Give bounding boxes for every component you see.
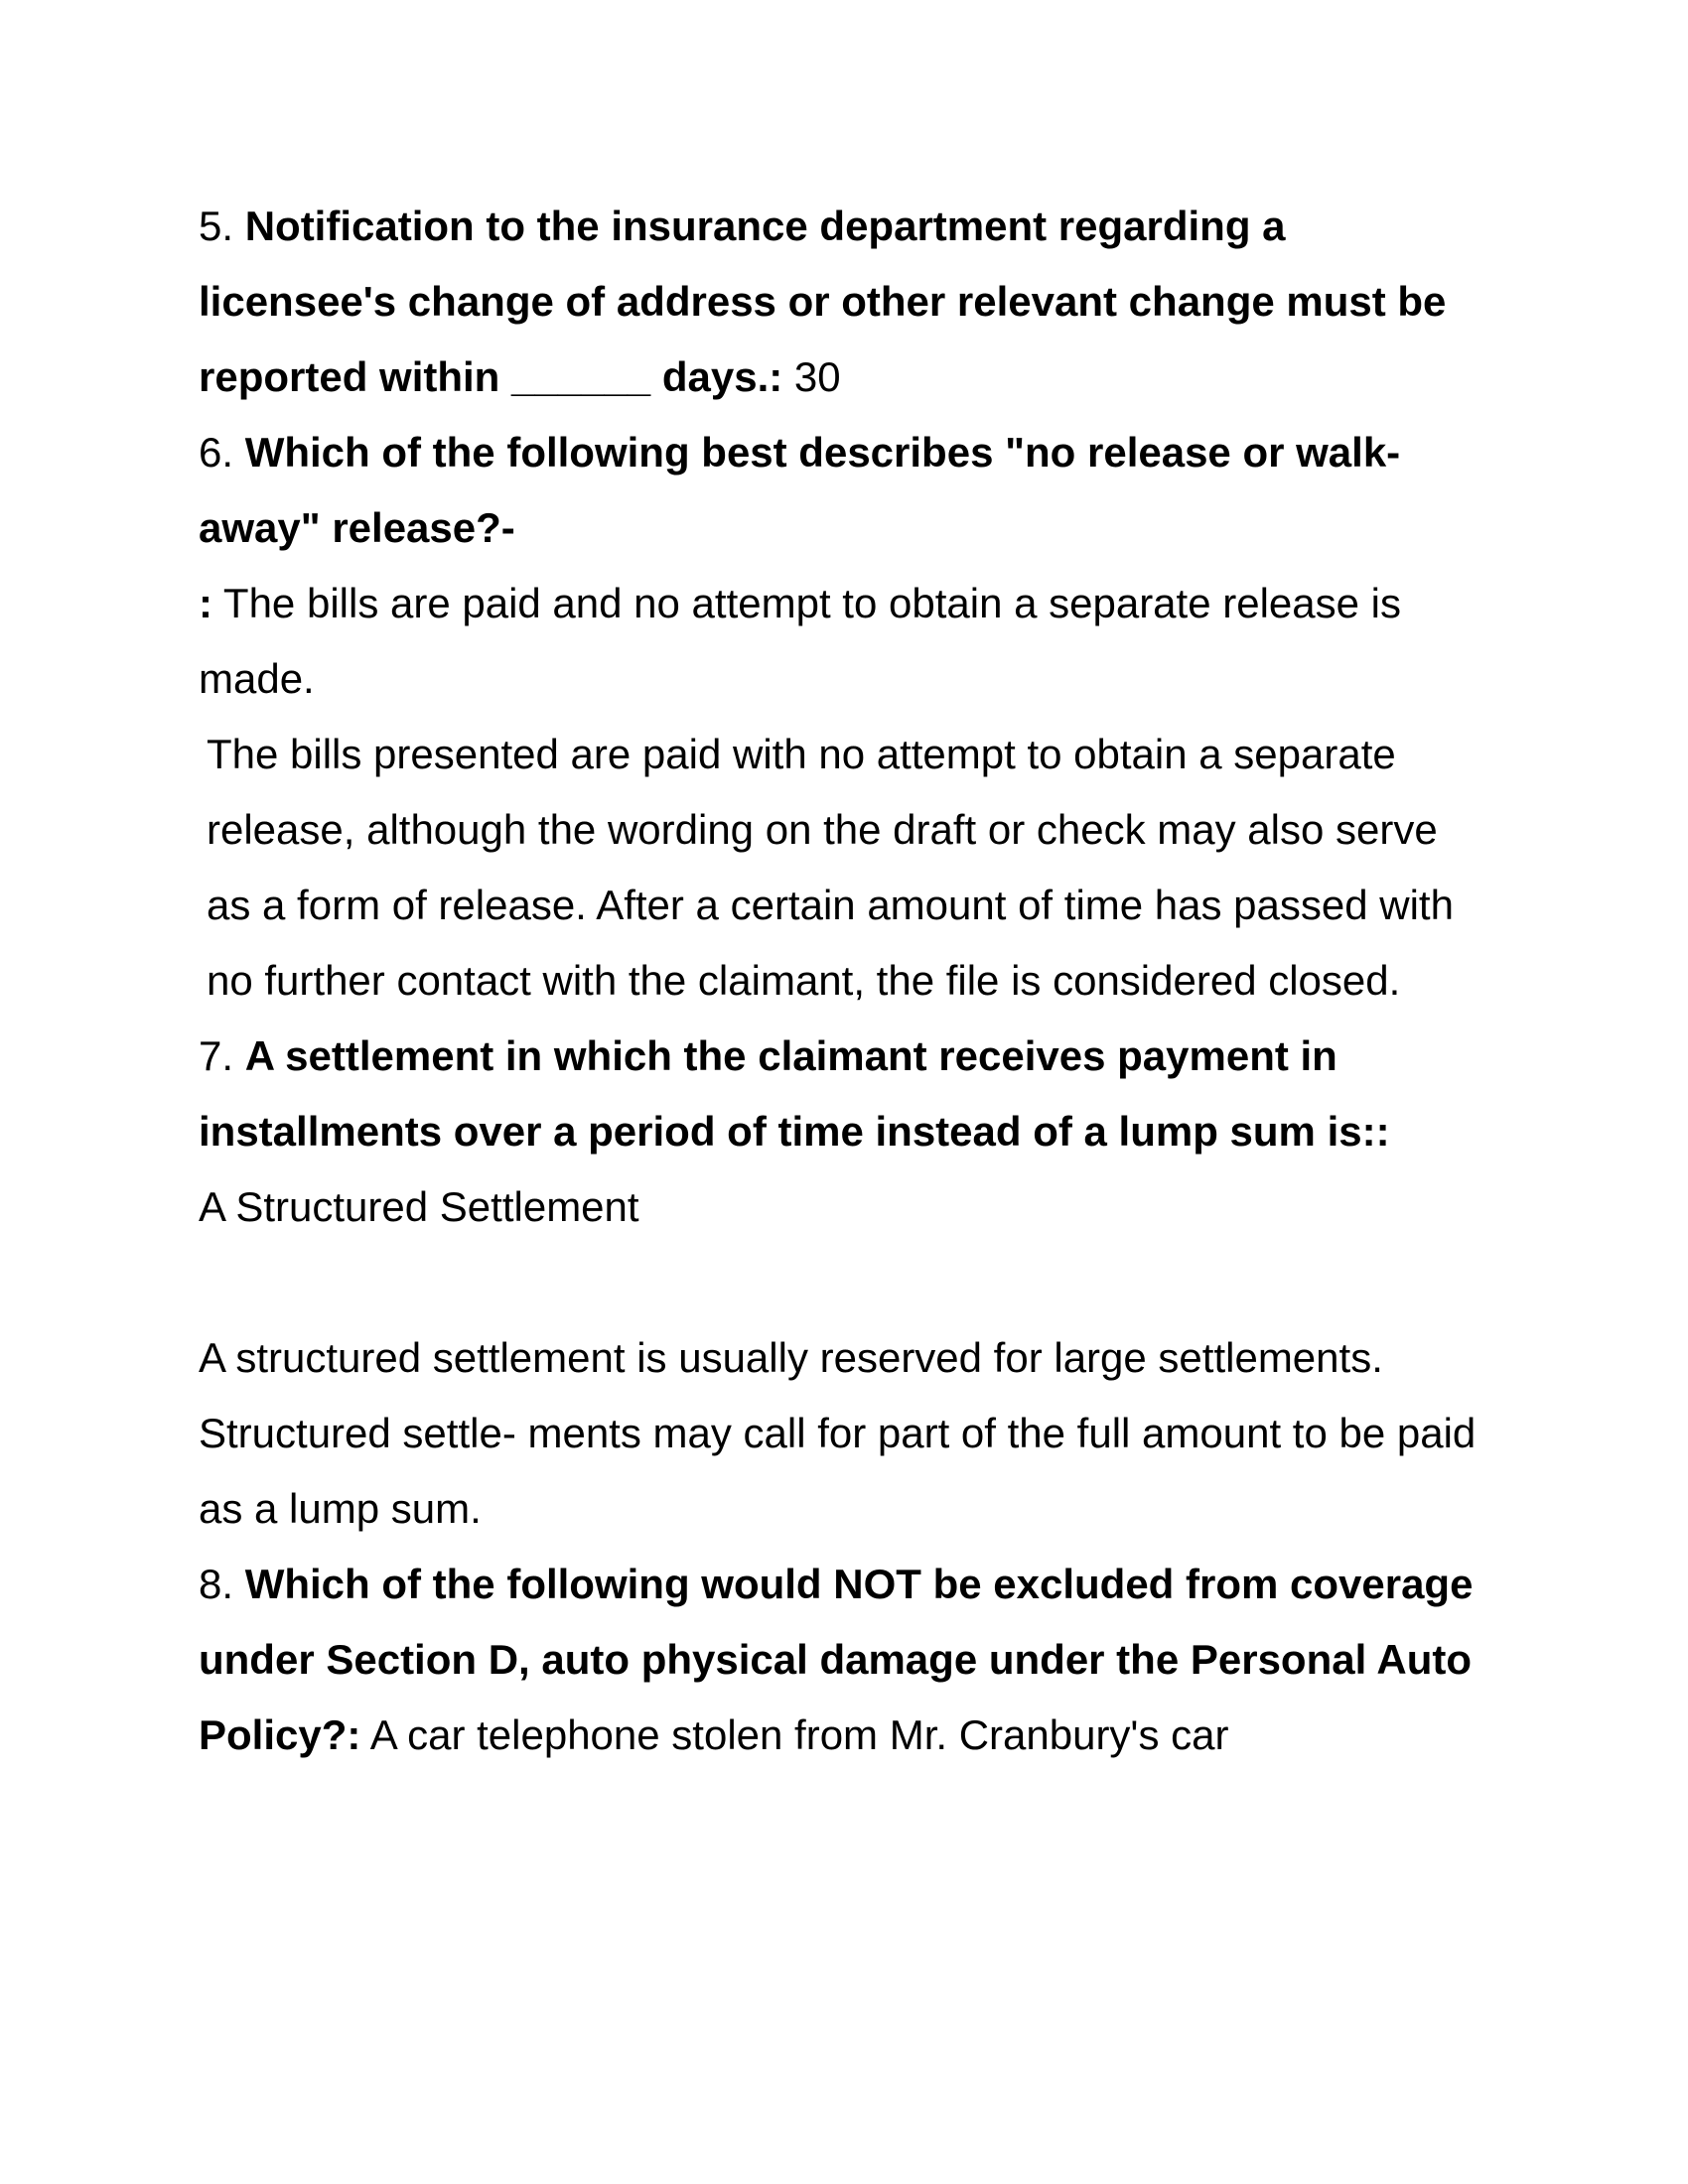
question-number: 5. (199, 203, 234, 249)
question-number: 7. (199, 1032, 234, 1079)
question-number: 6. (199, 429, 234, 476)
answer-text: 30 (793, 353, 841, 400)
question-7 (199, 1019, 1489, 1169)
answer-text: A car telephone stolen from Mr. Cranbury's car (369, 1711, 1229, 1758)
question-text: Which of the following would NOT be excluded from coverage under Section D, auto physical damage under the Personal Auto Policy?: (199, 1561, 1474, 1758)
question-text-end: days.: (661, 353, 783, 400)
answer-6 (199, 566, 1489, 717)
question-text: Notification to the insurance department regarding a licensee's change of address or other relevant change must be reported within (199, 203, 1447, 400)
answer-blank: ______ (511, 353, 651, 400)
spacer (199, 1245, 1489, 1320)
explanation-7: A structured settlement is usually reserved for large settlements. Structured settle- ments may call for part of the full amount to be paid as a lump sum. (199, 1334, 1477, 1532)
document-page (199, 189, 1489, 1773)
question-6 (199, 415, 1489, 566)
answer-text: The bills are paid and no attempt to obtain a separate release is made. (199, 580, 1401, 702)
question-8 (199, 1547, 1489, 1773)
answer-7: A Structured Settlement (199, 1183, 639, 1230)
question-text: Which of the following best describes "no release or walk-away" release?- (199, 429, 1401, 551)
question-text: A settlement in which the claimant receives payment in installments over a period of time instead of a lump sum is:: (199, 1032, 1390, 1155)
question-number: 8. (199, 1561, 234, 1607)
answer-prefix: : (199, 580, 212, 626)
question-5 (199, 189, 1489, 415)
explanation-6: The bills presented are paid with no attempt to obtain a separate release, although the wording on the draft or check may also serve as a form of release. After a certain amount of time has passed with no further contact with the claimant, the file is considered closed. (207, 731, 1454, 1004)
